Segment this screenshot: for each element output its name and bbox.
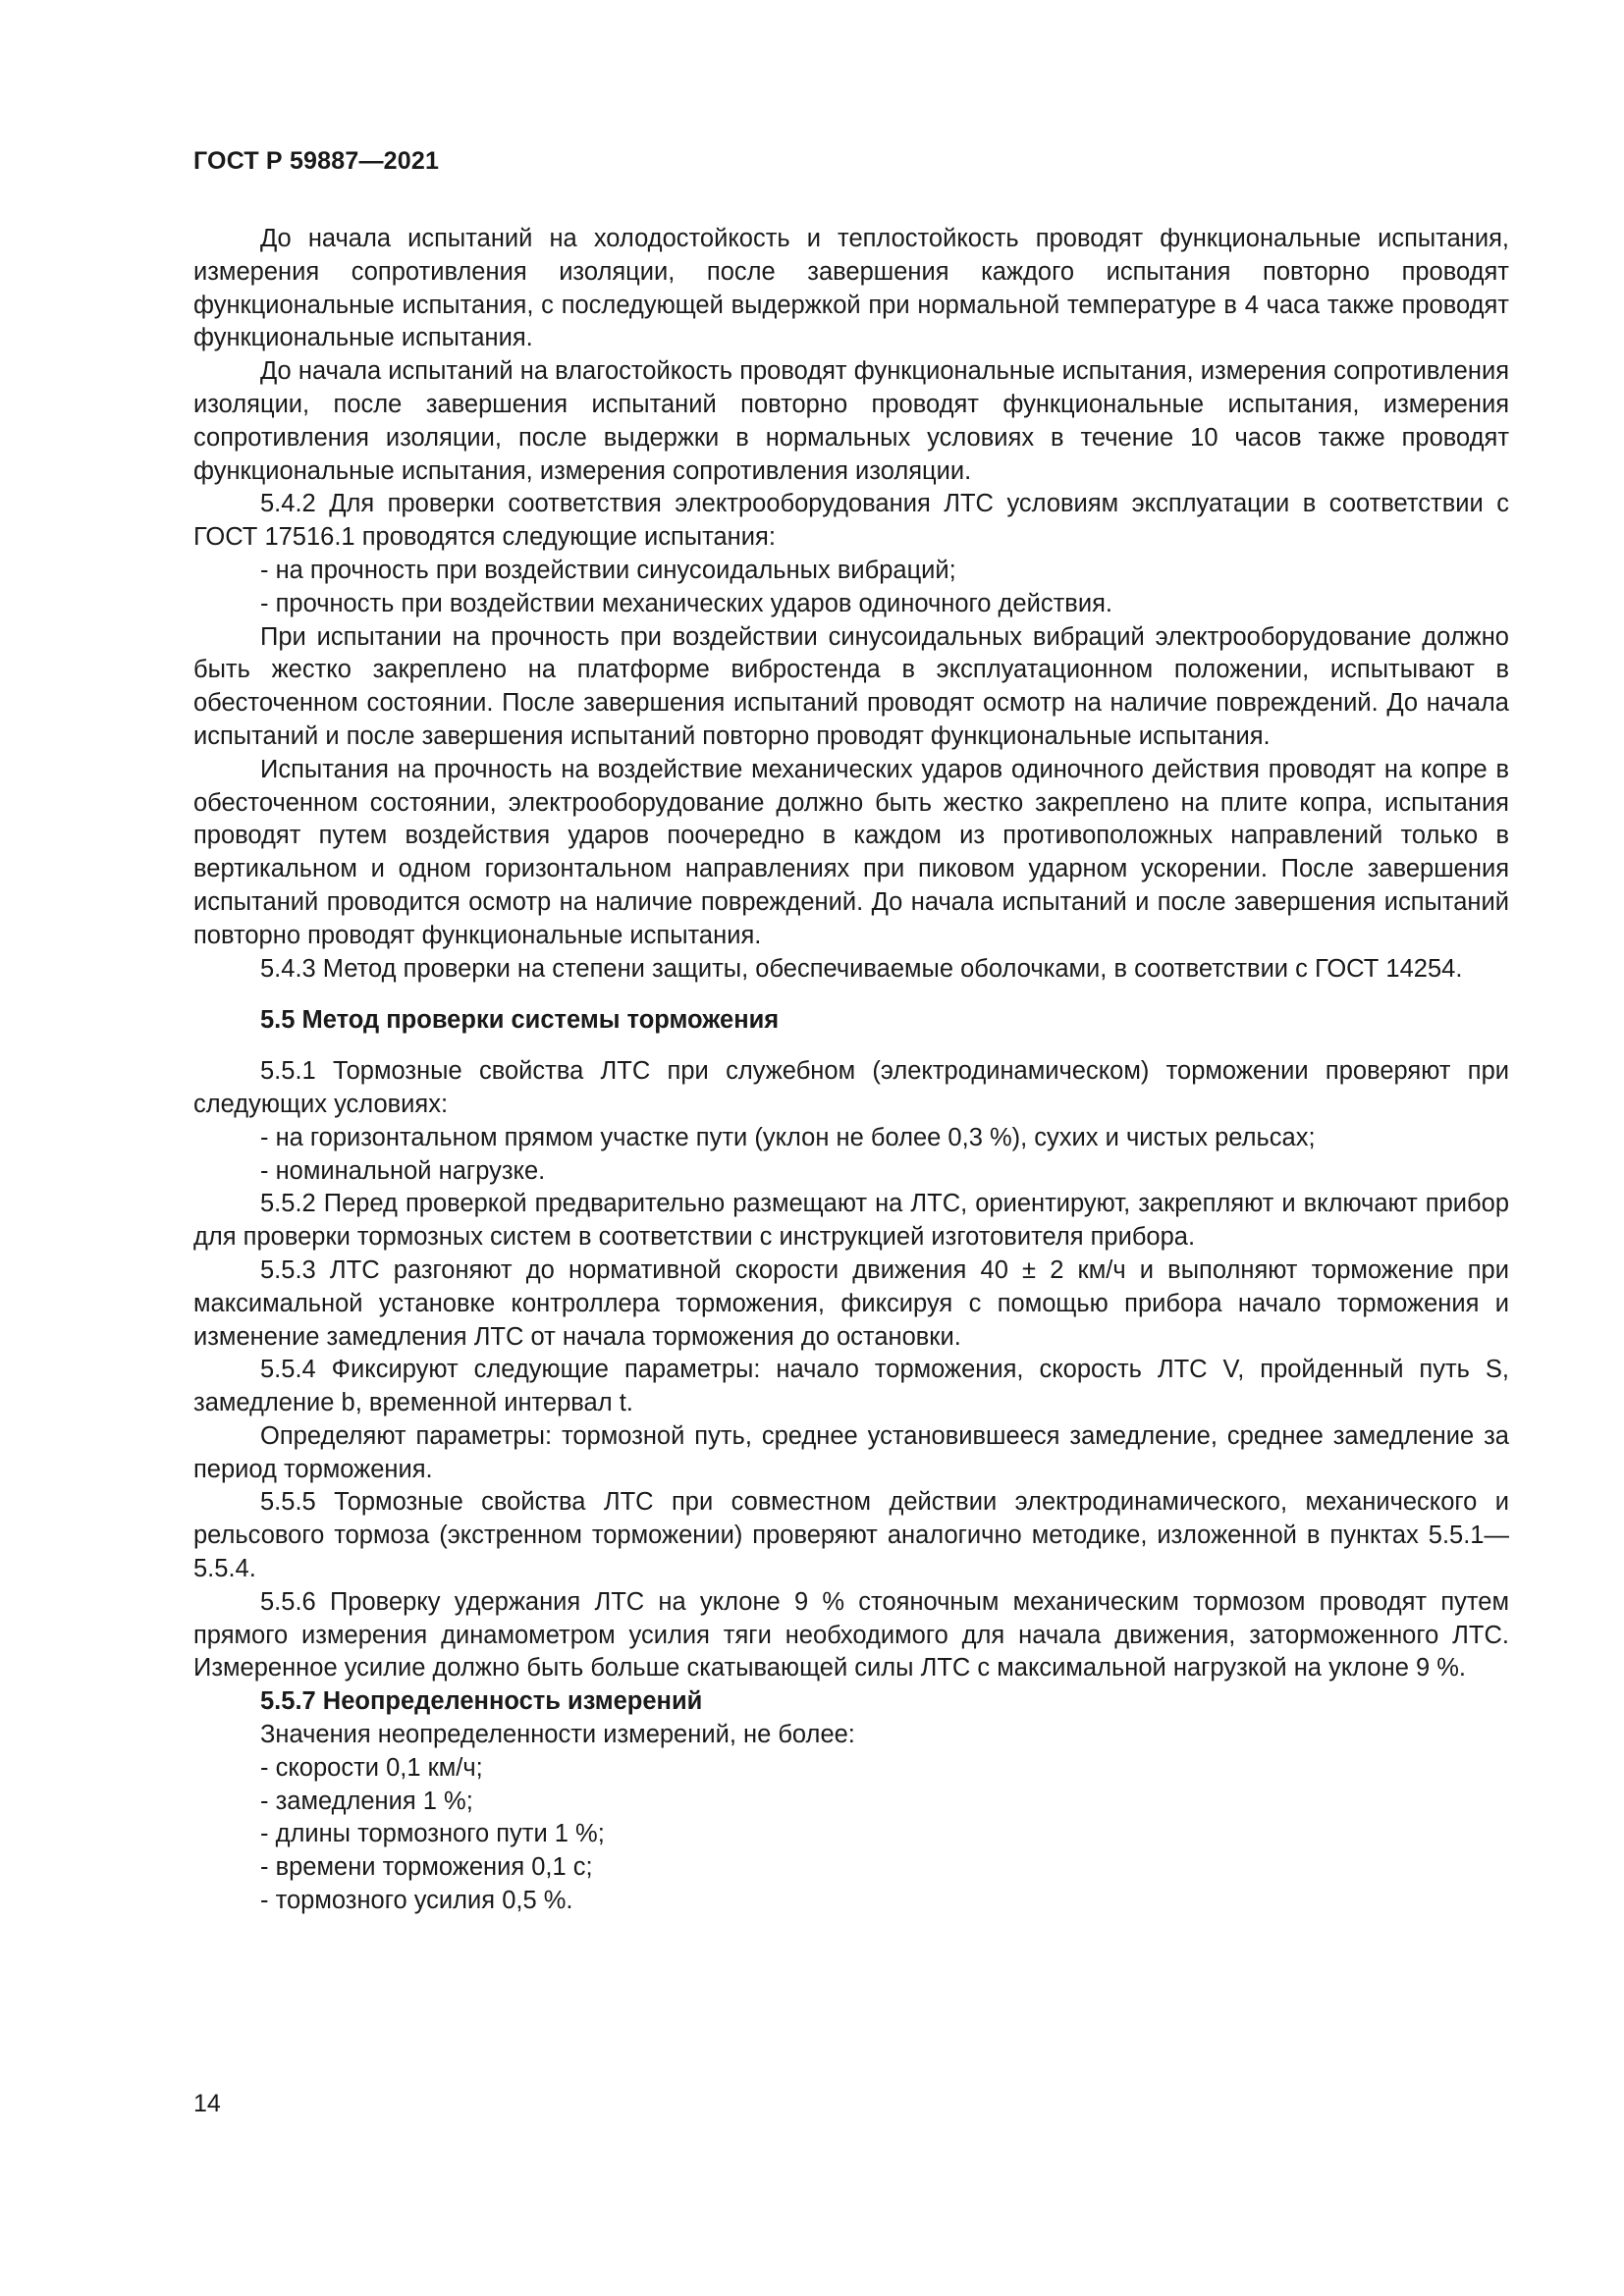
paragraph: До начала испытаний на влагостойкость проводят функциональные испытания, измерения сопротивления изоляции, после завершения испытаний повторно проводят функциональные испытания, измерения сопротивления изоляции, после выдержки в нормальных условиях в течение 10 часов также проводят функциональные испытания, измерения сопротивления изоляции. (193, 357, 1509, 485)
paragraph: При испытании на прочность при воздействии синусоидальных вибраций электрооборудование должно быть жестко закреплено на платформе вибростенда в эксплуатационном положении, испытывают в обесточенном состоянии. После завершения испытаний проводят осмотр на наличие повреждений. До начала испытаний и после завершения испытаний повторно проводят функциональные испытания. (193, 622, 1509, 750)
paragraph: Определяют параметры: тормозной путь, среднее установившееся замедление, среднее замедление за период торможения. (193, 1421, 1509, 1483)
paragraph: 5.4.3 Метод проверки на степени защиты, обеспечиваемые оболочками, в соответствии с ГОСТ 14254. (260, 954, 1463, 983)
list-item: - скорости 0,1 км/ч; (260, 1753, 483, 1782)
paragraph: 5.5.3 ЛТС разгоняют до нормативной скорости движения 40 ± 2 км/ч и выполняют торможение при максимальной установке контроллера торможения, фиксируя с помощью прибора начало торможения и изменение замедления ЛТС от начала торможения до остановки. (193, 1255, 1509, 1351)
subsection-intro: Значения неопределенности измерений, не более: (260, 1721, 855, 1749)
paragraph: 5.4.2 Для проверки соответствия электрооборудования ЛТС условиям эксплуатации в соответствии с ГОСТ 17516.1 проводятся следующие испытания: (193, 490, 1509, 552)
paragraph: 5.5.4 Фиксируют следующие параметры: начало торможения, скорость ЛТС V, пройденный путь S, замедление b, временной интервал t. (193, 1356, 1509, 1417)
paragraph: До начала испытаний на холодостойкость и теплостойкость проводят функциональные испытания, измерения сопротивления изоляции, после завершения каждого испытания повторно проводят функциональные испытания, с последующей выдержкой при нормальной температуре в 4 часа также проводят функциональные испытания. (193, 225, 1509, 352)
list-item: - на прочность при воздействии синусоидальных вибраций; (260, 556, 956, 584)
document-body (193, 223, 1509, 1918)
paragraph: 5.5.6 Проверку удержания ЛТС на уклоне 9 % стояночным механическим тормозом проводят путем прямого измерения динамометром усилия тяги необходимого для начала движения, заторможенного ЛТС. Измеренное усилие должно быть больше скатывающей силы ЛТС с максимальной нагрузкой на уклоне 9 %. (193, 1587, 1509, 1682)
section-heading: 5.5 Метод проверки системы торможения (260, 1006, 780, 1035)
document-header: ГОСТ Р 59887—2021 (193, 147, 440, 175)
paragraph: 5.5.2 Перед проверкой предварительно размещают на ЛТС, ориентируют, закрепляют и включают прибор для проверки тормозных систем в соответствии с инструкцией изготовителя прибора. (193, 1190, 1509, 1252)
page-number: 14 (193, 2090, 221, 2117)
list-item: - замедления 1 %; (260, 1787, 473, 1815)
subsection-heading: 5.5.7 Неопределенность измерений (260, 1687, 703, 1716)
list-item: - номинальной нагрузке. (260, 1156, 546, 1185)
list-item: - длины тормозного пути 1 %; (260, 1820, 605, 1848)
paragraph: Испытания на прочность на воздействие механических ударов одиночного действия проводят на копре в обесточенном состоянии, электрооборудование должно быть жестко закреплено на плите копра, испытания проводят путем воздействия ударов поочередно в каждом из противоположных направлений только в вертикальном и одном горизонтальном направлениях при пиковом ударном ускорении. После завершения испытаний проводится осмотр на наличие повреждений. До начала испытаний и после завершения испытаний повторно проводят функциональные испытания. (193, 755, 1509, 949)
paragraph: 5.5.5 Тормозные свойства ЛТС при совместном действии электродинамического, механического и рельсового тормоза (экстренном торможении) проверяют аналогично методике, изложенной в пунктах 5.5.1—5.5.4. (193, 1488, 1509, 1583)
paragraph: 5.5.1 Тормозные свойства ЛТС при служебном (электродинамическом) торможении проверяют при следующих условиях: (193, 1057, 1509, 1118)
list-item: - на горизонтальном прямом участке пути (уклон не более 0,3 %), сухих и чистых рельсах; (260, 1123, 1316, 1151)
list-item: - прочность при воздействии механических ударов одиночного действия. (260, 589, 1112, 617)
list-item: - тормозного усилия 0,5 %. (260, 1887, 573, 1915)
list-item: - времени торможения 0,1 с; (260, 1853, 593, 1882)
